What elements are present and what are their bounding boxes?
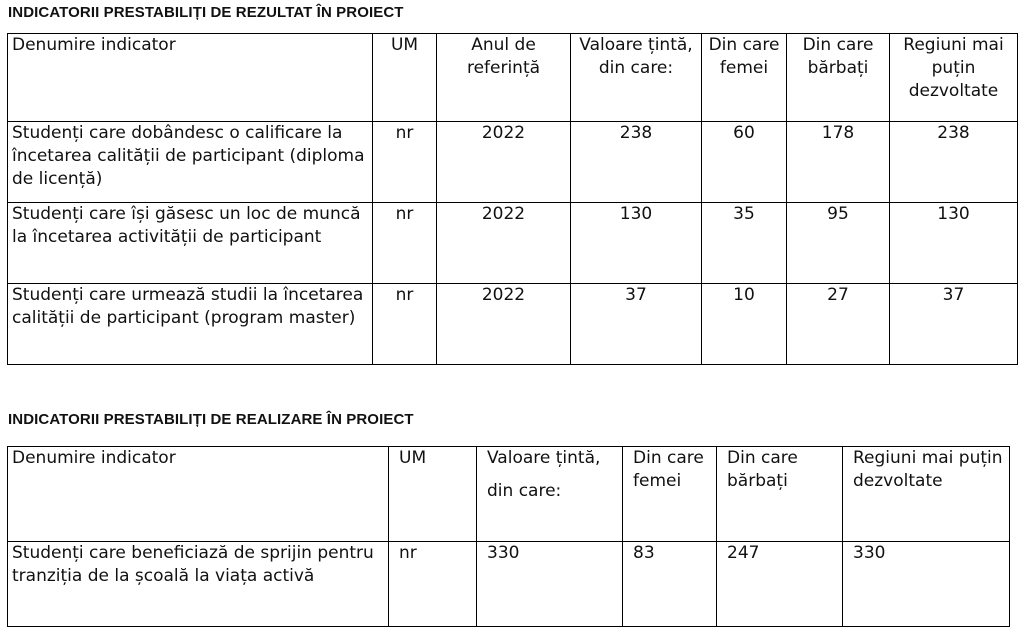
- header-reference-year: Anul de referință: [437, 34, 571, 122]
- header-indicator-name: Denumire indicator: [8, 34, 373, 122]
- table-row: [8, 122, 1018, 203]
- indicator-name: Studenți care își găsesc un loc de muncă la încetarea activității de participant: [8, 203, 373, 284]
- indicator-name: Studenți care urmează studii la încetarea calității de participant (program master): [8, 284, 373, 365]
- regions-cell: 330: [843, 542, 1010, 627]
- header-um: UM: [389, 447, 477, 542]
- women-cell: 83: [623, 542, 717, 627]
- target-value-cell: 130: [571, 203, 702, 284]
- table-row: [8, 542, 1010, 627]
- table-row: [8, 284, 1018, 365]
- header-men: Din care bărbați: [717, 447, 843, 542]
- women-cell: 10: [702, 284, 787, 365]
- reference-year-cell: 2022: [437, 203, 571, 284]
- header-line-gap: [487, 470, 622, 480]
- section1-heading: INDICATORII PRESTABILIȚI DE REZULTAT ÎN PROIECT: [8, 4, 404, 21]
- header-target-value-line2: din care:: [487, 481, 562, 501]
- table-row: [8, 203, 1018, 284]
- men-cell: 247: [717, 542, 843, 627]
- regions-cell: 37: [890, 284, 1018, 365]
- result-indicators-table: [7, 33, 1018, 365]
- table-header-row: [8, 447, 1010, 542]
- men-cell: 178: [787, 122, 890, 203]
- reference-year-cell: 2022: [437, 284, 571, 365]
- output-indicators-table: [7, 446, 1010, 627]
- header-target-value: Valoare țintă, din care:: [571, 34, 702, 122]
- um-cell: nr: [373, 122, 437, 203]
- section2-heading: INDICATORII PRESTABILIȚI DE REALIZARE ÎN PROIECT: [8, 411, 414, 428]
- regions-cell: 130: [890, 203, 1018, 284]
- reference-year-cell: 2022: [437, 122, 571, 203]
- header-indicator-name: Denumire indicator: [8, 447, 389, 542]
- um-cell: nr: [373, 284, 437, 365]
- target-value-cell: 238: [571, 122, 702, 203]
- header-women: Din care femei: [702, 34, 787, 122]
- um-cell: nr: [389, 542, 477, 627]
- header-target-value: [477, 447, 623, 542]
- header-target-value-line1: Valoare țintă,: [487, 448, 601, 468]
- header-men: Din care bărbați: [787, 34, 890, 122]
- women-cell: 35: [702, 203, 787, 284]
- header-less-developed-regions: Regiuni mai puțin dezvoltate: [890, 34, 1018, 122]
- regions-cell: 238: [890, 122, 1018, 203]
- target-value-cell: 37: [571, 284, 702, 365]
- header-less-developed-regions: Regiuni mai puțin dezvoltate: [843, 447, 1010, 542]
- men-cell: 27: [787, 284, 890, 365]
- um-cell: nr: [373, 203, 437, 284]
- women-cell: 60: [702, 122, 787, 203]
- indicator-name: Studenți care beneficiază de sprijin pentru tranziția de la școală la viața activă: [8, 542, 389, 627]
- indicator-name: Studenți care dobândesc o calificare la încetarea calității de participant (diploma de licență): [8, 122, 373, 203]
- header-women: Din care femei: [623, 447, 717, 542]
- men-cell: 95: [787, 203, 890, 284]
- table-header-row: [8, 34, 1018, 122]
- header-um: UM: [373, 34, 437, 122]
- target-value-cell: 330: [477, 542, 623, 627]
